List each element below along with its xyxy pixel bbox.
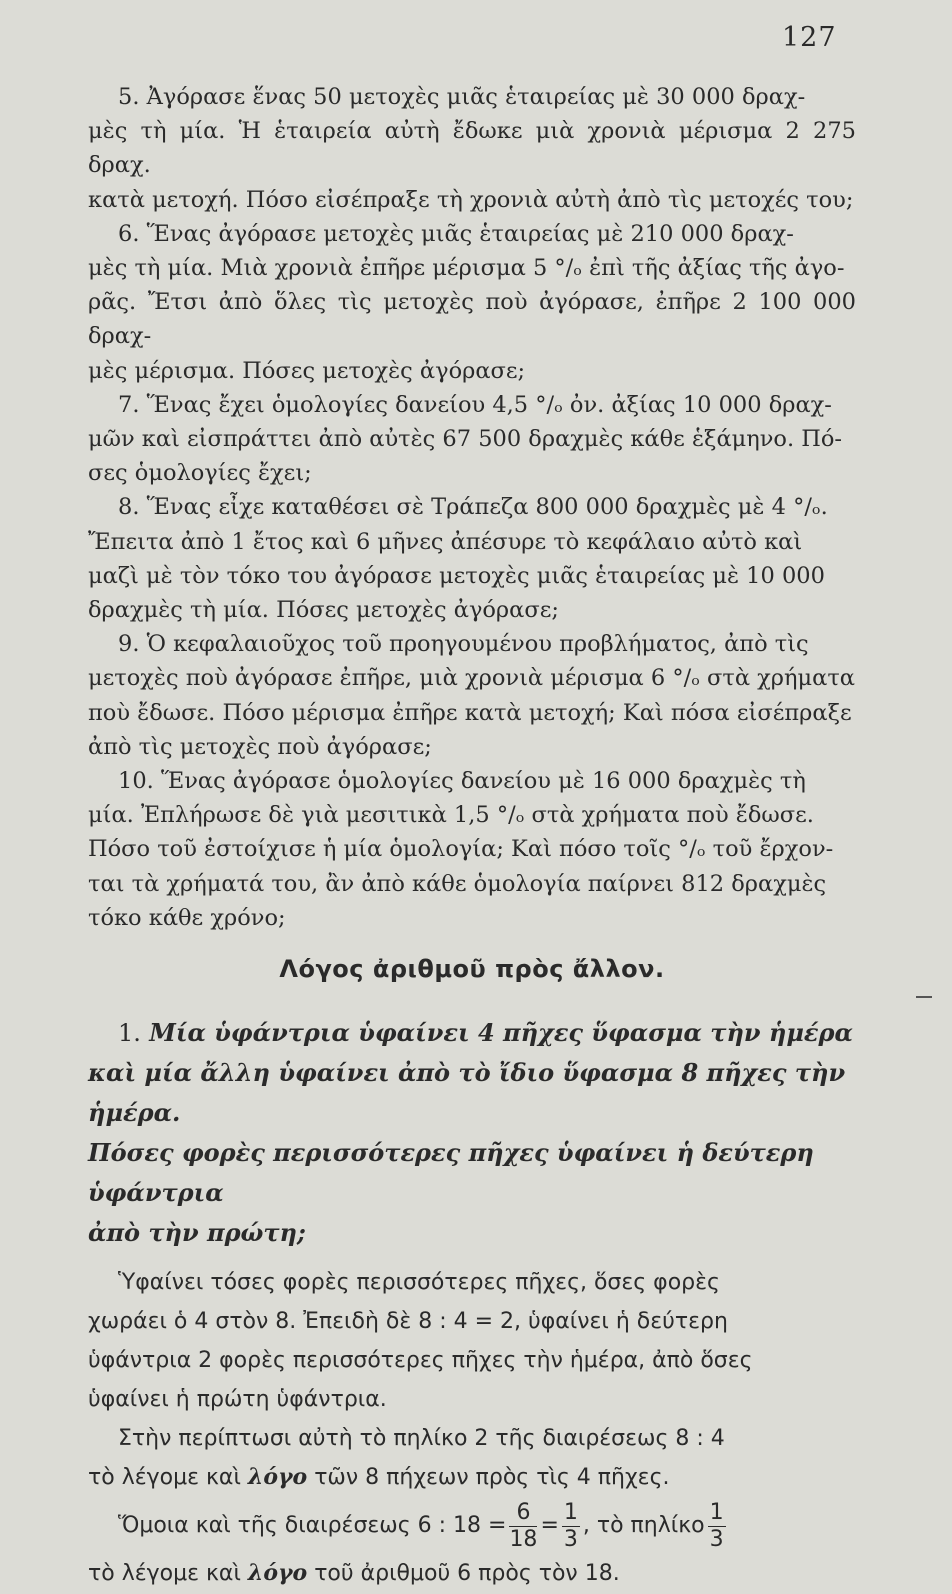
problem-line: Ἔπειτα ἀπὸ 1 ἔτος καὶ 6 μῆνες ἀπέσυρε τὸ κεφάλαιο αὐτὸ καὶ [88, 528, 803, 555]
fraction: $\frac{6}{18}$ [509, 1499, 538, 1552]
page-number: 127 [782, 22, 837, 53]
problem-line: 7. Ἕνας ἔχει ὁμολογίες δανείου 4,5 °/ₒ ὀν. ἀξίας 10 000 δραχ- [118, 391, 832, 418]
problem-7 [88, 388, 856, 491]
problem-line: Πόσο τοῦ ἐστοίχισε ἡ μία ὁμολογία; Καὶ πόσο τοῖς °/ₒ τοῦ ἔρχον- [88, 836, 834, 863]
problem-line: τόκο κάθε χρόνο; [88, 904, 286, 931]
problem-line: μῶν καὶ εἰσπράττει ἀπὸ αὐτὲς 67 500 δραχμὲς κάθε ἑξάμηνο. Πό- [88, 426, 843, 453]
example-line: 1. Μία ὑφάντρια ὑφαίνει 4 πῆχες ὕφασμα τὴν ἡμέρα [118, 1018, 853, 1048]
explanation-line: χωράει ὁ 4 στὸν 8. Ἐπειδὴ δὲ 8 : 4 = 2, ὑφαίνει ἡ δεύτερη [88, 1309, 728, 1335]
fraction: $\frac{1}{3}$ [709, 1499, 724, 1552]
problem-8 [88, 490, 856, 627]
example-line: Πόσες φορὲς περισσότερες πῆχες ὑφαίνει ἡ δεύτερη ὑφάντρια [88, 1138, 814, 1208]
problem-10 [88, 764, 856, 935]
problem-line: 9. Ὁ κεφαλαιοῦχος τοῦ προηγουμένου προβλήματος, ἀπὸ τὶς [118, 631, 809, 658]
problem-line: μία. Ἐπλήρωσε δὲ γιὰ μεσιτικὰ 1,5 °/ₒ στὰ χρήματα ποὺ ἔδωσε. [88, 802, 814, 829]
problem-line: μαζὶ μὲ τὸν τόκο του ἀγόρασε μετοχὲς μιᾶς ἑταιρείας μὲ 10 000 [88, 562, 825, 589]
problem-line: 6. Ἕνας ἀγόρασε μετοχὲς μιᾶς ἑταιρείας μὲ 210 000 δραχ- [118, 220, 794, 247]
problem-line: δραχμὲς τὴ μία. Πόσες μετοχὲς ἀγόρασε; [88, 597, 559, 624]
explanation-line: ὑφαίνει ἡ πρώτη ὑφάντρια. [88, 1387, 387, 1413]
explanation-line: ὑφάντρια 2 φορὲς περισσότερες πῆχες τὴν ἡμέρα, ἀπὸ ὅσες [88, 1348, 753, 1374]
explanation-line: τὸ λέγομε καὶ λόγο τῶν 8 πήχεων πρὸς τὶς 4 πῆχες. [88, 1464, 670, 1491]
problem-line: κατὰ μετοχή. Πόσο εἰσέπραξε τὴ χρονιὰ αὐτὴ ἀπὸ τὶς μετοχές του; [88, 186, 854, 213]
example-line: ἀπὸ τὴν πρώτη; [88, 1218, 306, 1248]
problem-line: 10. Ἕνας ἀγόρασε ὁμολογίες δανείου μὲ 16 000 δραχμὲς τὴ [118, 768, 806, 795]
example-line: καὶ μία ἄλλη ὑφαίνει ἀπὸ τὸ ἴδιο ὕφασμα 8 πῆχες τὴν ἡμέρα. [88, 1058, 846, 1128]
ratio-term: λόγο [247, 1464, 308, 1491]
fraction: $\frac{1}{3}$ [563, 1499, 578, 1552]
explanation-line: τὸ λέγομε καὶ λόγο τοῦ ἀριθμοῦ 6 πρὸς τὸν 18. [88, 1560, 620, 1587]
explanation-line: Ὑφαίνει τόσες φορὲς περισσότερες πῆχες, ὅσες φορὲς [118, 1270, 720, 1296]
explanation-para-3 [88, 1499, 856, 1594]
problem-line: μὲς τὴ μία. Ἡ ἑταιρεία αὐτὴ ἔδωκε μιὰ χρονιὰ μέρισμα 2 275 δραχ. [88, 118, 856, 179]
explanation-para-2 [88, 1419, 856, 1497]
problem-line: ἀπὸ τὶς μετοχὲς ποὺ ἀγόρασε; [88, 733, 432, 760]
problem-line: μὲς τὴ μία. Μιὰ χρονιὰ ἐπῆρε μέρισμα 5 °/ₒ ἐπὶ τῆς ἀξίας τῆς ἀγο- [88, 255, 845, 282]
problem-6 [88, 217, 856, 388]
explanation-para-1 [88, 1263, 856, 1419]
problem-line: 8. Ἕνας εἶχε καταθέσει σὲ Τράπεζα 800 000 δραχμὲς μὲ 4 °/ₒ. [118, 494, 828, 521]
section-heading: Λόγος ἀριθμοῦ πρὸς ἄλλον. [279, 955, 665, 984]
problem-line: ποὺ ἔδωσε. Πόσο μέρισμα ἐπῆρε κατὰ μετοχή; Καὶ πόσα εἰσέπραξε [88, 699, 852, 726]
ratio-term: λόγο [247, 1560, 308, 1587]
problem-9 [88, 627, 856, 764]
fraction-equation: Ὅμοια καὶ τῆς διαιρέσεως 6 : 18 = $\frac{6}{18}$ = $\frac{1}{3}$ , τὸ πηλίκο $\frac{1}{3}$ [118, 1499, 724, 1552]
example-problem [88, 1013, 856, 1253]
explanation-line: Στὴν περίπτωσι αὐτὴ τὸ πηλίκο 2 τῆς διαιρέσεως 8 : 4 [118, 1426, 725, 1452]
problem-line: σες ὁμολογίες ἔχει; [88, 460, 312, 487]
problem-line: ται τὰ χρήματά του, ἂν ἀπὸ κάθε ὁμολογία παίρνει 812 δραχμὲς [88, 870, 827, 897]
problem-5 [88, 80, 856, 217]
margin-mark [916, 996, 932, 998]
problem-line: μετοχὲς ποὺ ἀγόρασε ἐπῆρε, μιὰ χρονιὰ μέρισμα 6 °/ₒ στὰ χρήματα [88, 665, 855, 692]
problem-line: 5. Ἀγόρασε ἕνας 50 μετοχὲς μιᾶς ἑταιρείας μὲ 30 000 δραχ- [118, 84, 806, 110]
problem-line: μὲς μέρισμα. Πόσες μετοχὲς ἀγόρασε; [88, 357, 526, 384]
page-body [88, 80, 856, 1594]
problem-line: ρᾶς. Ἔτσι ἀπὸ ὅλες τὶς μετοχὲς ποὺ ἀγόρασε, ἐπῆρε 2 100 000 δραχ- [88, 289, 856, 350]
